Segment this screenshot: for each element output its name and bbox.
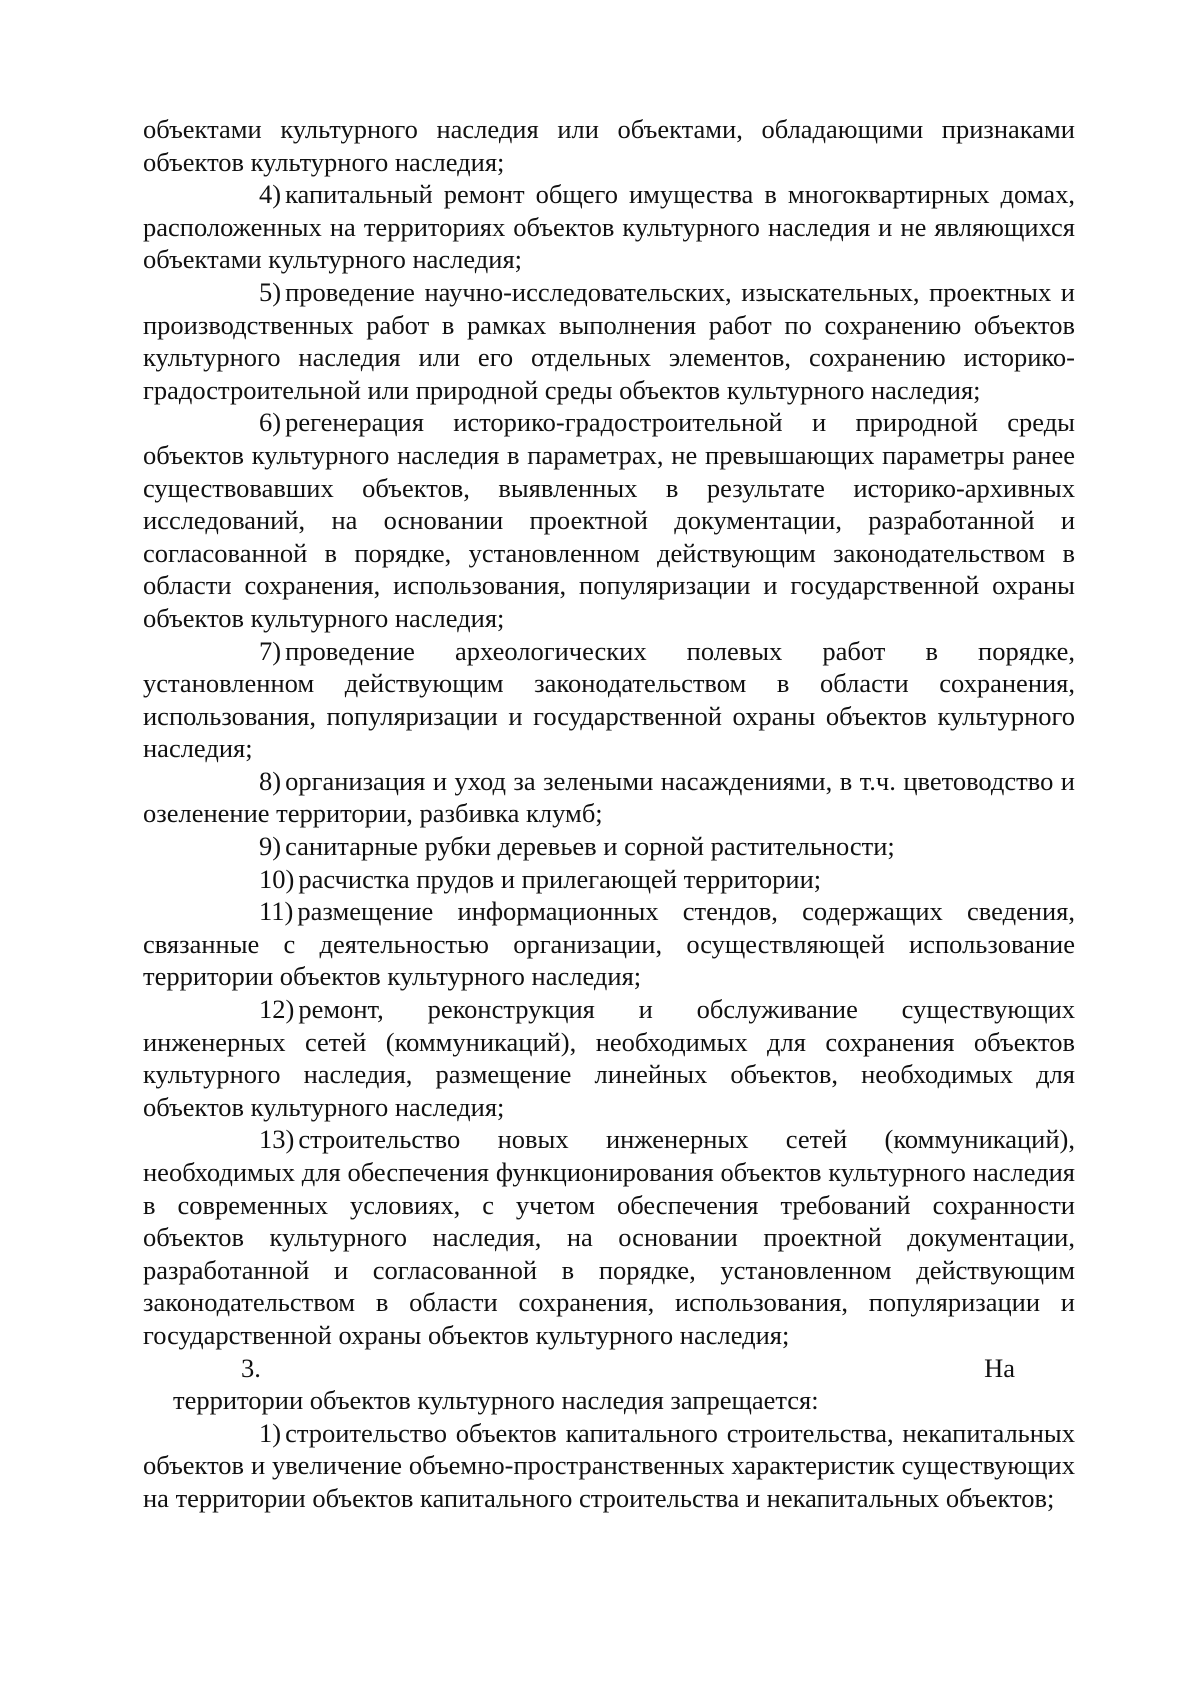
item-number: 13) [259, 1124, 295, 1155]
opening-paragraph: объектами культурного наследия или объектами, обладающими признаками объектов культурного наследия; [143, 114, 1075, 177]
item-number: 4) [259, 179, 282, 210]
item-number: 8) [259, 765, 282, 796]
list-item [143, 276, 1075, 406]
section-word: На [984, 1352, 1015, 1383]
section-3-heading [143, 1352, 1075, 1385]
item-text: санитарные рубки деревьев и сорной растительности; [285, 831, 895, 862]
item-text: расчистка прудов и прилегающей территории; [298, 863, 822, 894]
list-item [143, 635, 1075, 765]
item-number: 12) [259, 994, 295, 1025]
item-text: регенерация историко-градостроительной и природной среды объектов культурного наследия в параметрах, не превышающих параметры ранее существовавших объектов, выявленных в результате историко-архивных исследований, на основании проектной документации, разработанной и согласованной в порядке, установленном действующим законодательством в области сохранения, использования, популяризации и государственной охраны объектов культурного наследия; [143, 407, 1075, 633]
list-item [143, 406, 1075, 634]
list-item [143, 895, 1075, 993]
item-number: 7) [259, 635, 282, 666]
item-number: 11) [259, 896, 294, 927]
item-number: 10) [259, 863, 295, 894]
list-item [143, 830, 1075, 863]
section-3-continuation: территории объектов культурного наследия запрещается: [173, 1385, 819, 1416]
item-text: размещение информационных стендов, содержащих сведения, связанные с деятельностью организации, осуществляющей использование территории объектов культурного наследия; [143, 896, 1075, 992]
item-text: строительство объектов капитального строительства, некапитальных объектов и увеличение объемно-пространственных характеристик существующих на территории объектов капитального строительства и некапитальных объектов; [143, 1417, 1075, 1513]
document-page [143, 113, 1075, 1515]
section-number: 3. [241, 1352, 261, 1383]
list-item [143, 1123, 1075, 1351]
item-text: организация и уход за зелеными насаждениями, в т.ч. цветоводство и озеленение территории, разбивка клумб; [143, 765, 1075, 829]
item-text: капитальный ремонт общего имущества в многоквартирных домах, расположенных на территориях объектов культурного наследия и не являющихся объектами культурного наследия; [143, 179, 1075, 275]
list-item [143, 863, 1075, 896]
list-item [143, 765, 1075, 830]
item-text: строительство новых инженерных сетей (коммуникаций), необходимых для обеспечения функционирования объектов культурного наследия в современных условиях, с учетом обеспечения требований сохранности объектов культурного наследия, на основании проектной документации, разработанной и согласованной в порядке, установленном действующим законодательством в области сохранения, использования, популяризации и государственной охраны объектов культурного наследия; [143, 1124, 1075, 1350]
item-text: проведение научно-исследовательских, изыскательных, проектных и производственных работ в рамках выполнения работ по сохранению объектов культурного наследия или его отдельных элементов, сохранению историко-градостроительной или природной среды объектов культурного наследия; [143, 276, 1075, 405]
item-number: 1) [259, 1417, 282, 1448]
item-number: 9) [259, 831, 282, 862]
item-number: 6) [259, 407, 282, 438]
item-text: ремонт, реконструкция и обслуживание существующих инженерных сетей (коммуникаций), необходимых для сохранения объектов культурного наследия, размещение линейных объектов, необходимых для объектов культурного наследия; [143, 994, 1075, 1122]
item-number: 5) [259, 276, 282, 307]
list-item [143, 178, 1075, 276]
item-text: проведение археологических полевых работ в порядке, установленном действующим законодательством в области сохранения, использования, популяризации и государственной охраны объектов культурного наследия; [143, 635, 1075, 764]
list-item [143, 993, 1075, 1123]
list-item [143, 1417, 1075, 1515]
